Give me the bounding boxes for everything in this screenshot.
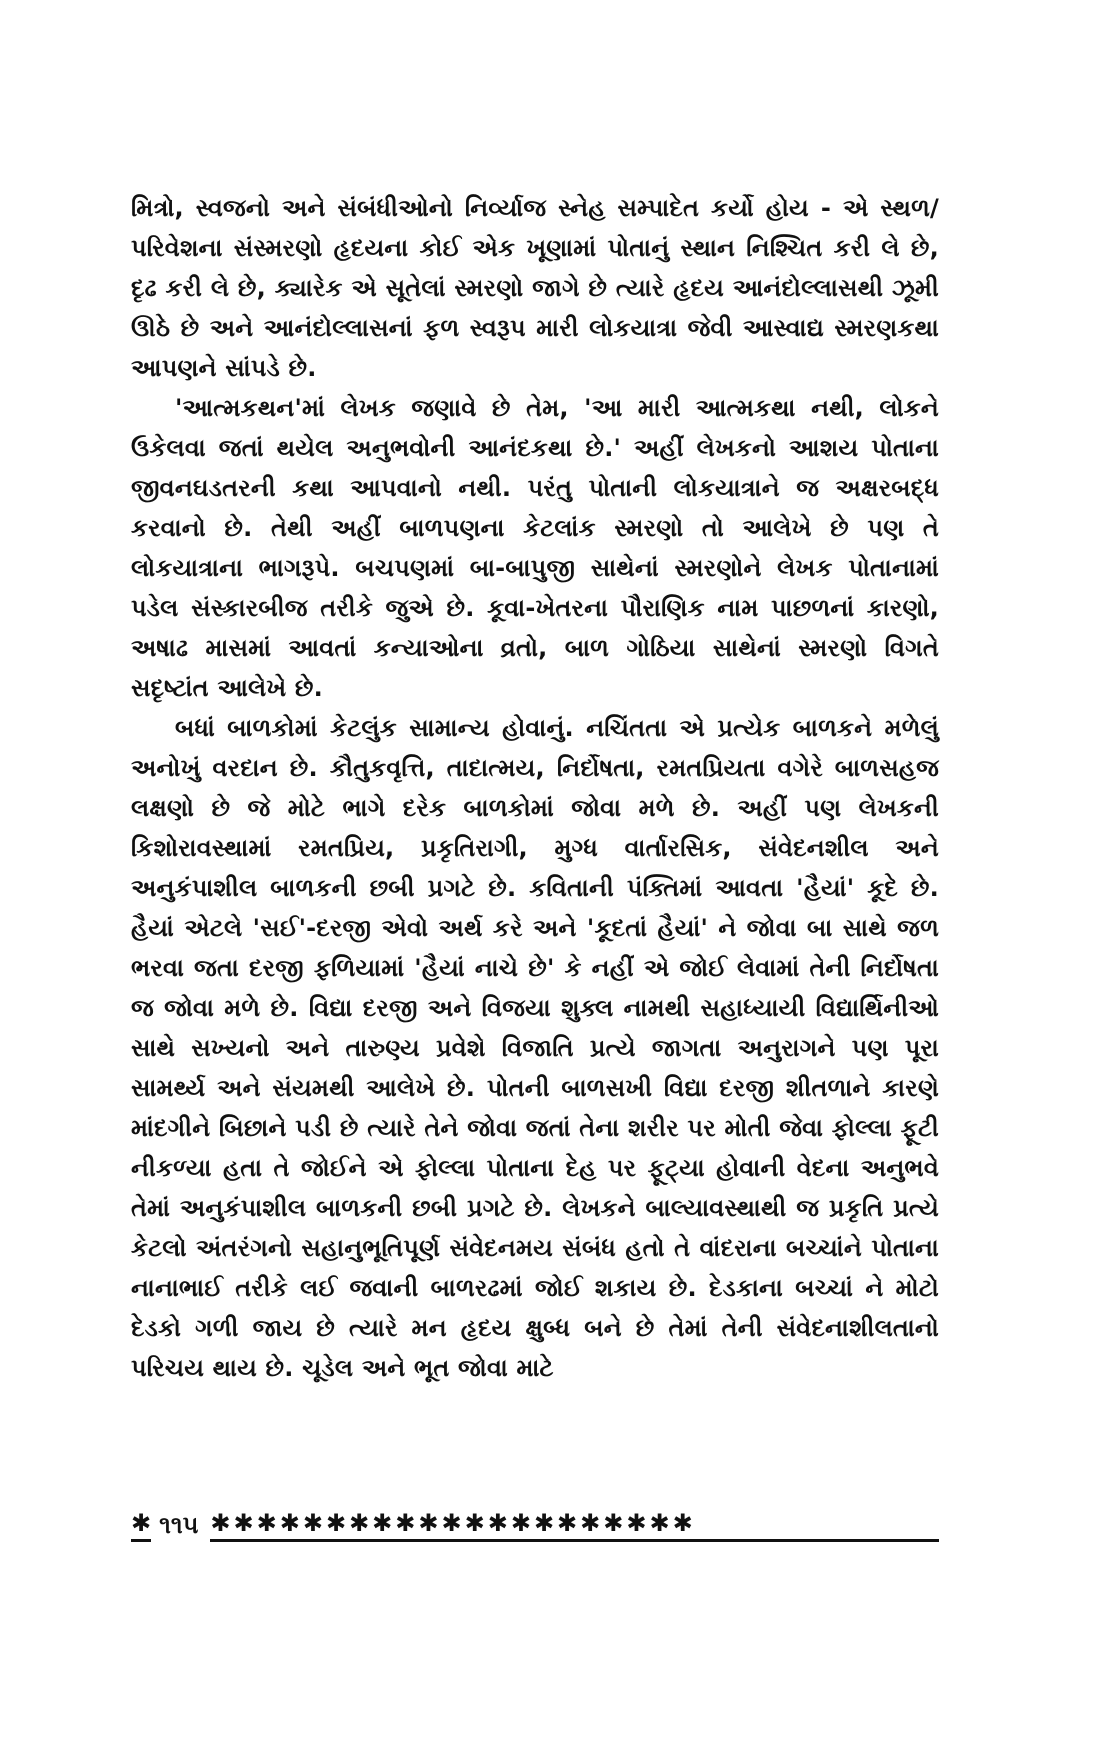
page-footer <box>131 1505 939 1545</box>
page-body <box>131 188 939 1388</box>
paragraph: મિત્રો, સ્વજનો અને સંબંધીઓનો નિર્વ્યાજ સ્નેહ સમ્પાદેત કર્યો હોય - એ સ્થળ/પરિવેશના સંસ્મરણો હૃદયના કોઈ એક ખૂણામાં પોતાનું સ્થાન નિશ્ચિત કરી લે છે, દૃઢ કરી લે છે, ક્યારેક એ સૂતેલાં સ્મરણો જાગે છે ત્યારે હૃદય આનંદોલ્લાસથી ઝૂમી ઊઠે છે અને આનંદોલ્લાસનાં ફળ સ્વરૂપ મારી લોકયાત્રા જેવી આસ્વાદ્ય સ્મરણકથા આપણને સાંપડે છે. <box>131 194 939 382</box>
page-number: ૧૧૫ <box>159 1511 199 1539</box>
paragraph: બધાં બાળકોમાં કેટલુંક સામાન્ય હોવાનું. નચિંતતા એ પ્રત્યેક બાળકને મળેલું અનોખું વરદાન છે. કૌતુકવૃત્તિ, તાદાત્મય, નિર્દોષતા, રમતપ્રિયતા વગેરે બાળસહજ લક્ષણો છે જે મોટે ભાગે દરેક બાળકોમાં જોવા મળે છે. અહીં પણ લેખકની કિશોરાવસ્થામાં રમતપ્રિય, પ્રકૃતિરાગી, મુગ્ધ વાર્તારસિક, સંવેદનશીલ અને અનુકંપાશીલ બાળકની છબી પ્રગટે છે. કવિતાની પંક્તિમાં આવતા 'હૈયાં' કૂદે છે. હૈયાં એટલે 'સઈ'-દરજી એવો અર્થ કરે અને 'કૂદતાં હૈયાં' ને જોવા બા સાથે જળ ભરવા જતા દરજી ફળિયામાં 'હૈયાં નાચે છે' કે નહીં એ જોઈ લેવામાં તેની નિર્દોષતા જ જોવા મળે છે. વિદ્યા દરજી અને વિજયા શુક્લ નામથી સહાધ્યાયી વિદ્યાર્થિનીઓ સાથે સખ્યનો અને તારુણ્ય પ્રવેશે વિજાતિ પ્રત્યે જાગતા અનુરાગને પણ પૂરા સામર્થ્ય અને સંયમથી આલેખે છે. પોતની બાળસખી વિદ્યા દરજી શીતળાને કારણે માંદગીને બિછાને પડી છે ત્યારે તેને જોવા જતાં તેના શરીર પર મોતી જેવા ફોલ્લા ફૂટી નીકળ્યા હતા તે જોઈને એ ફોલ્લા પોતાના દેહ પર ફૂટ્યા હોવાની વેદના અનુભવે તેમાં અનુકંપાશીલ બાળકની છબી પ્રગટે છે. લેખકને બાલ્યાવસ્થાથી જ પ્રકૃતિ પ્રત્યે કેટલો અંતરંગનો સહાનુભૂતિપૂર્ણ સંવેદનમય સંબંધ હતો તે વાંદરાના બચ્ચાંને પોતાના નાનાભાઈ તરીકે લઈ જવાની બાળરઢમાં જોઈ શકાય છે. દેડકાના બચ્ચાં ને મોટો દેડકો ગળી જાય છે ત્યારે મન હૃદય ક્ષુબ્ધ બને છે તેમાં તેની સંવેદનાશીલતાનો પરિચય થાય છે. ચૂડેલ અને ભૂત જોવા માટે <box>131 714 939 1382</box>
footer-star-rule: ✱✱✱✱✱✱✱✱✱✱✱✱✱✱✱✱✱✱✱✱✱ <box>210 1509 939 1542</box>
paragraph: 'આત્મકથન'માં લેખક જણાવે છે તેમ, 'આ મારી આત્મકથા નથી, લોકને ઉકેલવા જતાં થયેલ અનુભવોની આનંદકથા છે.' અહીં લેખકનો આશય પોતાના જીવનઘડતરની કથા આપવાનો નથી. પરંતુ પોતાની લોકયાત્રાને જ અક્ષરબદ્ધ કરવાનો છે. તેથી અહીં બાળપણના કેટલાંક સ્મરણો તો આલેખે છે પણ તે લોકયાત્રાના ભાગરૂપે. બચપણમાં બા-બાપુજી સાથેનાં સ્મરણોને લેખક પોતાનામાં પડેલ સંસ્કારબીજ તરીકે જુએ છે. કૂવા-ખેતરના પૌરાણિક નામ પાછળનાં કારણો, અષાઢ માસમાં આવતાં કન્યાઓના વ્રતો, બાળ ગોઠિયા સાથેનાં સ્મરણો વિગતે સદૃષ્ટાંત આલેખે છે. <box>131 394 939 702</box>
footer-star-icon: ✱ <box>131 1509 151 1542</box>
